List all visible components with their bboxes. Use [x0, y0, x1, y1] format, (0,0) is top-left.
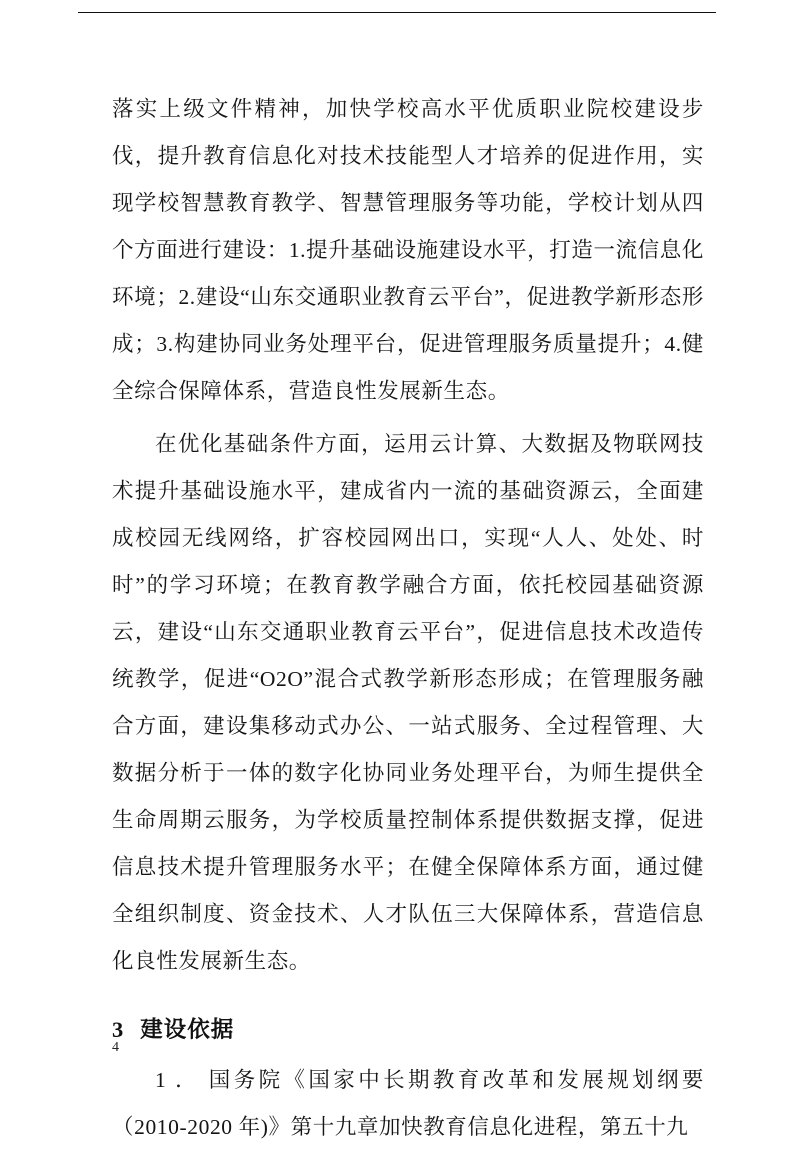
paragraph-3: 1 ． 国务院《国家中长期教育改革和发展规划纲要（2010-2020 年)》第十九章加快教育信息化进程，第五十九 [112, 1068, 704, 1139]
page-number: 4 [112, 1040, 119, 1055]
page-content [112, 86, 704, 1151]
section-heading [112, 1007, 704, 1053]
section-heading-number: 3 [112, 1017, 125, 1042]
section-heading-title: 建设依据 [140, 1017, 235, 1042]
header-rule [78, 12, 716, 13]
paragraph-1: 落实上级文件精神，加快学校高水平优质职业院校建设步 伐，提升教育信息化对技术技能型人才培养的促进作用，实现学校智慧教育教学、智慧管理服务等功能，学校计划从四个方面进行建设：1.提升基础设施建设水平，打造一流信息化环境；2.建设“山东交通职业教育云平台”，促进教学新形态形成；3.构建协同业务处理平台，促进管理服务质量提升；4.健全综合保障体系，营造良性发展新生态。 [112, 97, 704, 403]
paragraph-2: 在优化基础条件方面，运用云计算、大数据及物联网技术提升基础设施水平，建成省内一流的基础资源云，全面建成校园无线网络，扩容校园网出口，实现“人人、处处、时时”的学习环境；在教育教学融合方面，依托校园基础资源云，建设“山东交通职业教育云平台”，促进信息技术改造传统教学，促进“O2O”混合式教学新形态形成；在管理服务融合方面，建设集移动式办公、一站式服务、全过程管理、大数据分析于一体的数字化协同业务处理平台，为师生提供全生命周期云服务，为学校质量控制体系提供数据支撑，促进信息技术提升管理服务水平；在健全保障体系方面，通过健全组织制度、资金技术、人才队伍三大保障体系，营造信息化良性发展新生态。 [112, 432, 704, 973]
